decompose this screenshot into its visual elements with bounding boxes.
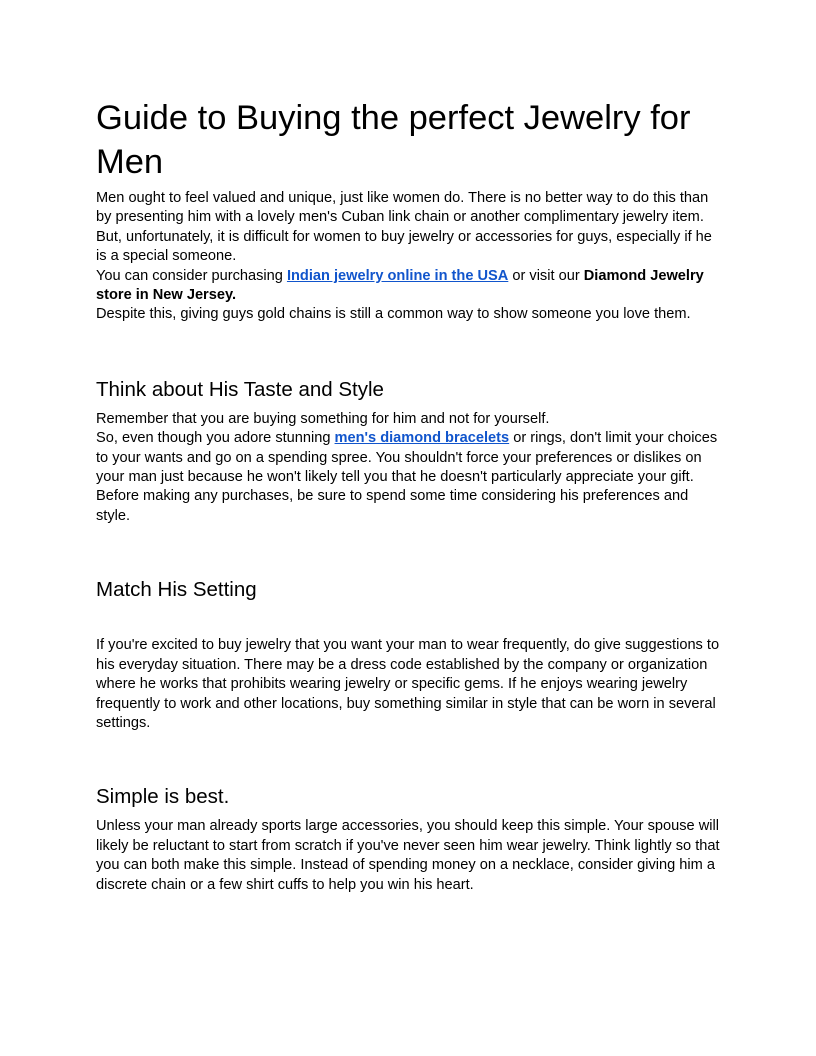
document-page bbox=[96, 96, 724, 895]
spacer bbox=[96, 526, 724, 577]
intro-paragraph-3: Despite this, giving guys gold chains is still a common way to show someone you love them. bbox=[96, 306, 691, 323]
indian-jewelry-link[interactable]: Indian jewelry online in the USA bbox=[286, 267, 509, 284]
intro-paragraph-2 bbox=[96, 267, 724, 306]
intro-paragraph-1: Men ought to feel valued and unique, just like women do. There is no better way to do this than by presenting him with a lovely men's Cuban link chain or another complimentary jewelry item. But, unfortunately, it is difficult for women to buy jewelry or accessories for guys, especially if he is a special someone. bbox=[96, 190, 712, 265]
diamond-bracelets-link[interactable]: men's diamond bracelets bbox=[334, 430, 510, 447]
page-title: Guide to Buying the perfect Jewelry for Men bbox=[96, 99, 691, 181]
spacer bbox=[96, 733, 724, 784]
section3-paragraph-1: Unless your man already sports large accessories, you should keep this simple. Your spouse will likely be reluctant to start from scratch if you've never seen him wear jewelry. Think lightly so that you can both make this simple. Instead of spending money on a necklace, consider giving him a discrete chain or a few shirt cuffs to help you win his heart. bbox=[96, 818, 720, 893]
spacer bbox=[96, 325, 724, 377]
spacer bbox=[96, 403, 724, 410]
section2-paragraph-1: If you're excited to buy jewelry that you want your man to wear frequently, do give suggestions to his everyday situation. There may be a dress code established by the company or organization where he works that prohibits wearing jewelry or specific gems. If he enjoys wearing jewelry frequently to work and other locations, buy something similar in style that can be worn in several settings. bbox=[96, 637, 720, 731]
section1-p2-after: or rings, don't limit your choices to your wants and go on a spending spree. You shouldn't force your preferences or dislikes on your man just because he won't likely tell you that he doesn't particularly appreciate your gift. Before making any purchases, be sure to spend some time considering his preferences and style. bbox=[96, 430, 718, 524]
section-heading-match-setting: Match His Setting bbox=[96, 578, 257, 602]
section1-p2-before: So, even though you adore stunning bbox=[96, 430, 335, 447]
spacer bbox=[96, 603, 724, 636]
intro-p2-before: You can consider purchasing bbox=[96, 267, 287, 284]
section1-paragraph-1: Remember that you are buying something for him and not for yourself. bbox=[96, 410, 550, 427]
intro-p2-middle: or visit our bbox=[508, 267, 584, 284]
section1-paragraph-2 bbox=[96, 429, 724, 526]
section-heading-simple-best: Simple is best. bbox=[96, 785, 230, 809]
diamond-store-bold: Diamond Jewelry store in New Jersey. bbox=[96, 267, 704, 304]
spacer bbox=[96, 810, 724, 817]
section-heading-taste-style: Think about His Taste and Style bbox=[96, 377, 384, 401]
